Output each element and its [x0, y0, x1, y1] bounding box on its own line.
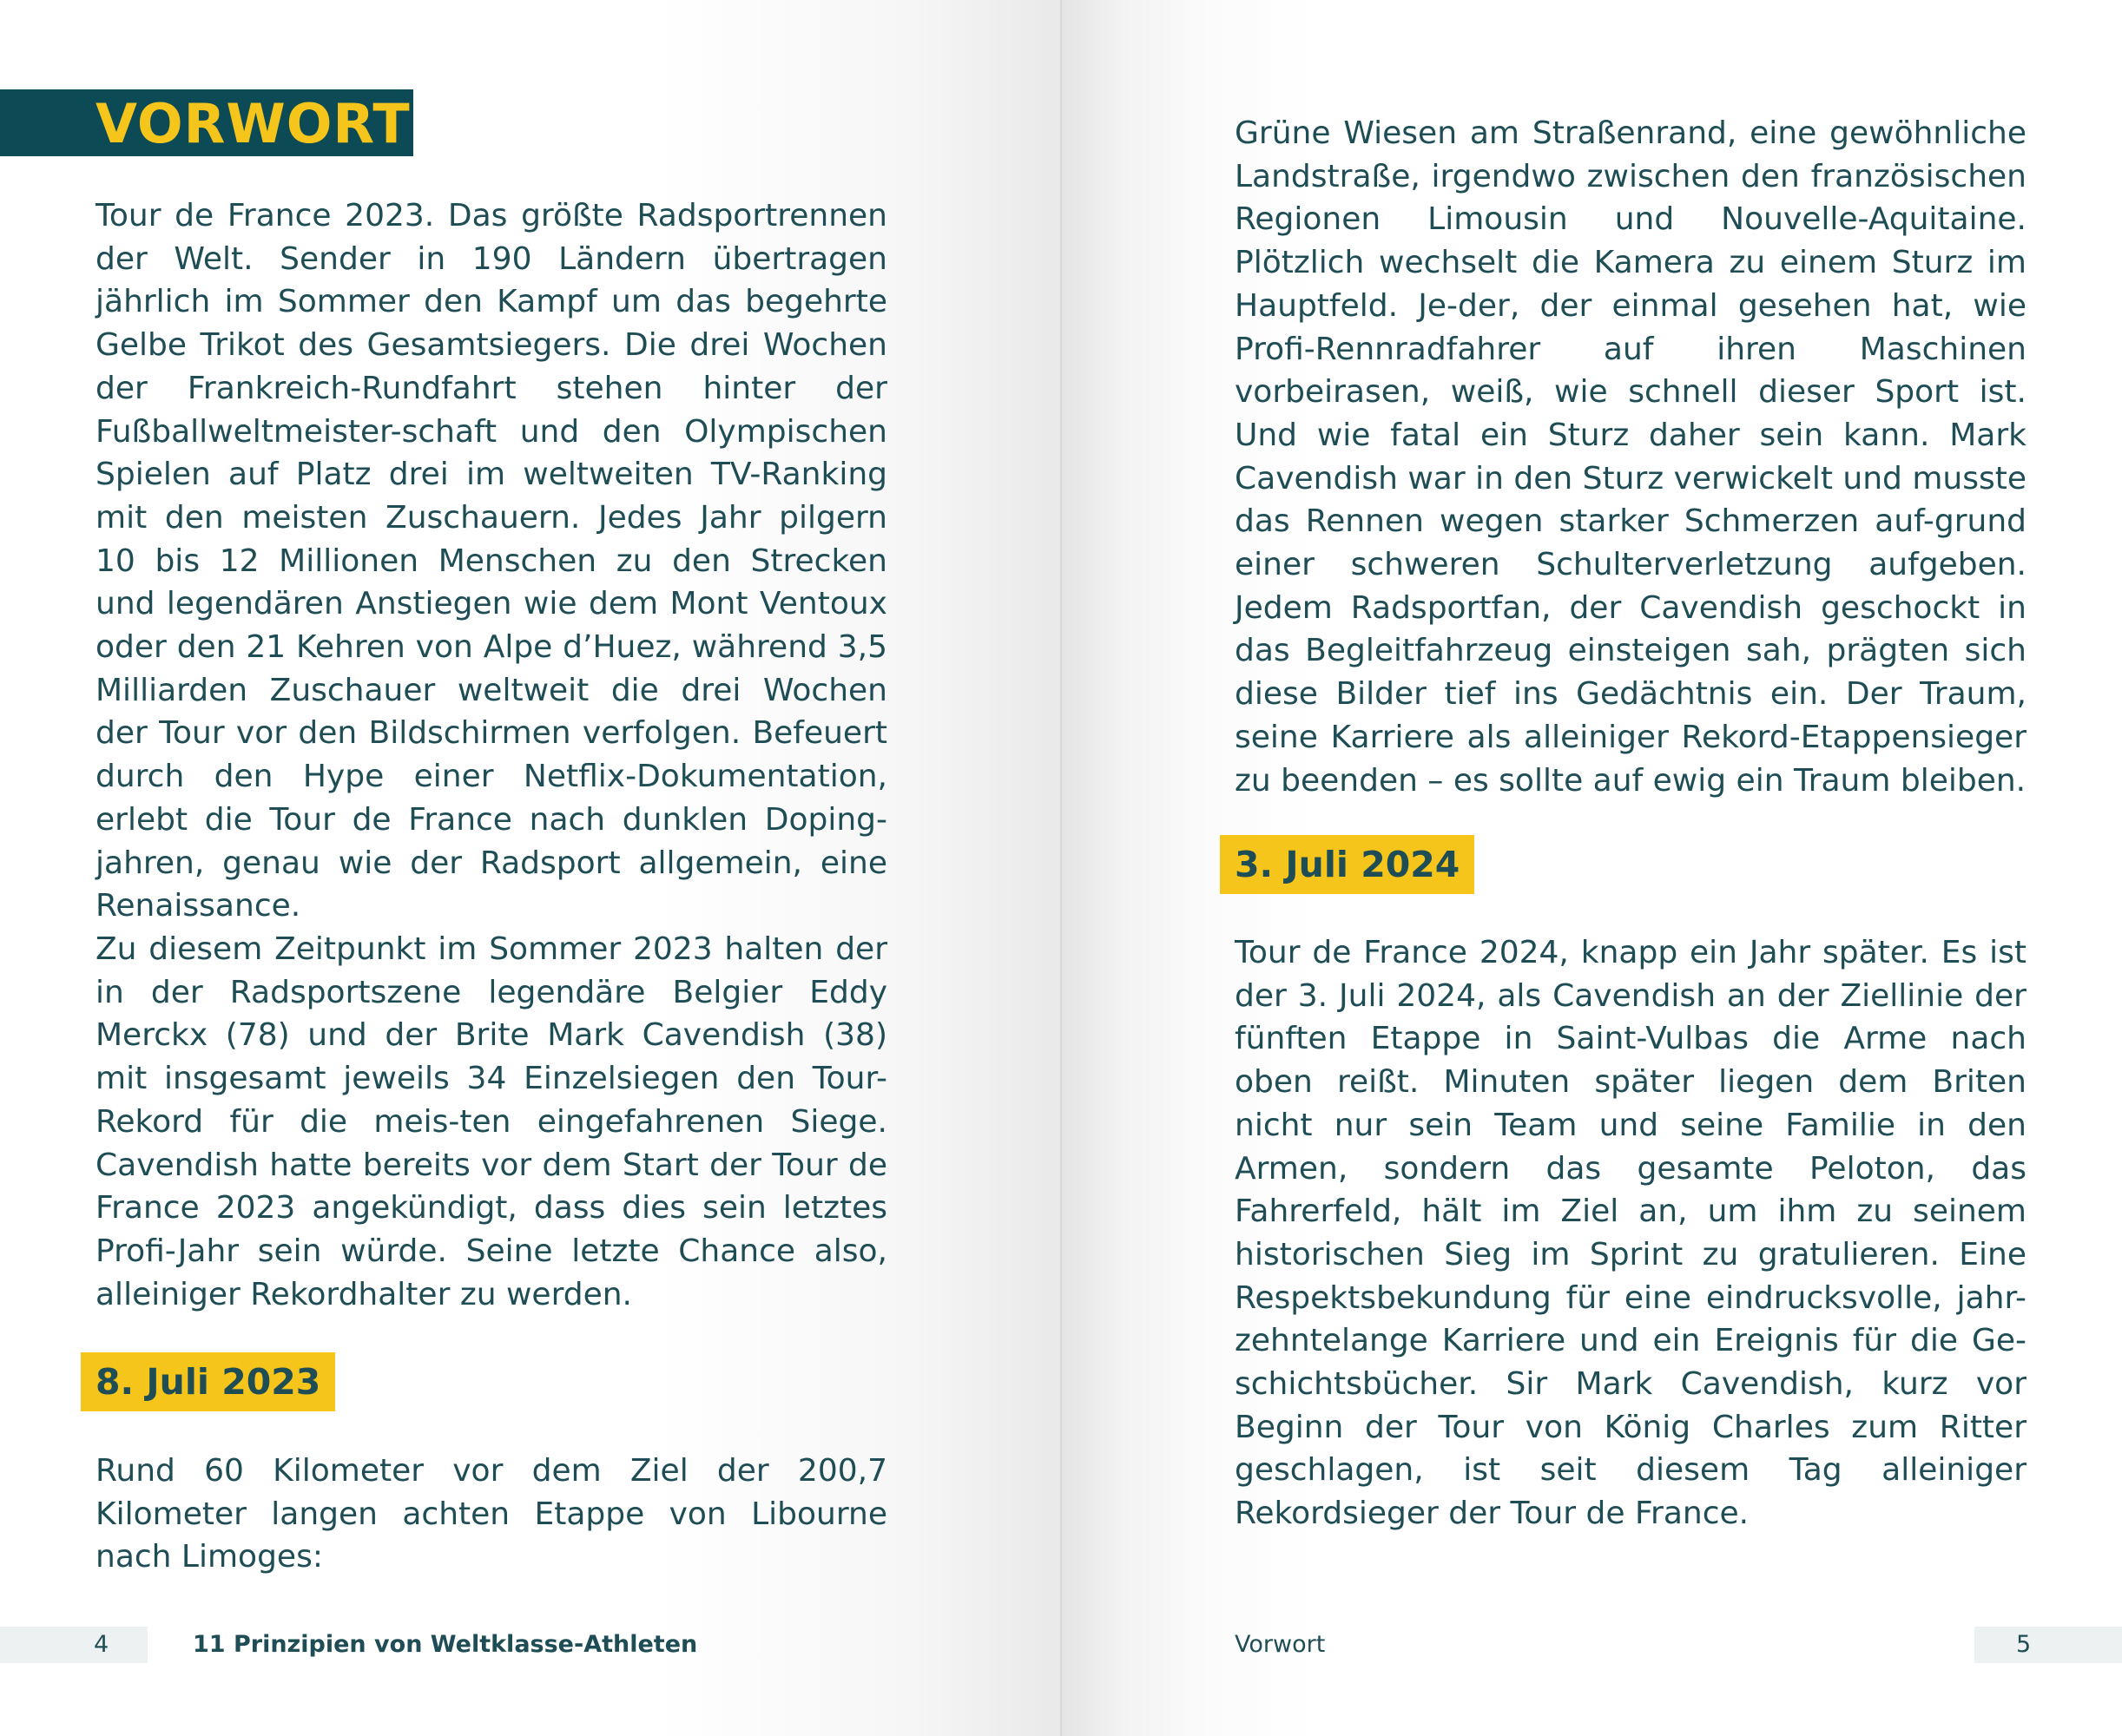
page-number-right: 5 [2016, 1631, 2032, 1658]
stage-paragraph: Rund 60 Kilometer vor dem Ziel der 200,7 Kilometer langen achten Etappe von Libourne nach Limoges: [96, 1453, 887, 1575]
page-number-left: 4 [94, 1631, 109, 1658]
crash-paragraph: Grüne Wiesen am Straßenrand, eine gewöhnliche Landstraße, irgendwo zwischen den französischen Regionen Limousin und Nouvelle-Aquitaine. Plötzlich wechselt die Kamera zu einem Sturz im Hauptfeld. Je-der, der einmal gesehen hat, wie Profi-Rennradfahrer auf ihren Maschinen vorbeirasen, weiß, wie schnell dieser Sport ist. Und wie fatal ein Sturz daher sein kann. Mark Cavendish war in den Sturz verwickelt und musste das Rennen wegen starker Schmerzen auf-grund einer schweren Schulterverletzung aufgeben. Jedem Radsportfan, der Cavendish geschockt in das Begleitfahrzeug einsteigen sah, prägten sich diese Bilder tief ins Gedächtnis ein. Der Traum, seine Karriere als alleiniger Rekord-Etappensieger zu beenden – es sollte auf ewig ein Traum bleiben. [1235, 115, 2026, 799]
page-number-box-right [1974, 1627, 2122, 1663]
page-number-box-left [0, 1627, 148, 1663]
record-paragraph: Zu diesem Zeitpunkt im Sommer 2023 halten der in der Radsportszene legendäre Belgier Eddy Merckx (78) und der Brite Mark Cavendish (38) mit insgesamt jeweils 34 Einzelsiegen den Tour-Rekord für die meis-ten eingefahrenen Siege. Cavendish hatte bereits vor dem Start der Tour de France 2023 angekündigt, dass dies sein letztes Profi-Jahr sein würde. Seine letzte Chance also, alleiniger Rekordhalter zu werden. [96, 931, 887, 1312]
intro-paragraph: Tour de France 2023. Das größte Radsportrennen der Welt. Sender in 190 Ländern übertragen jährlich im Sommer den Kampf um das begehrte Gelbe Trikot des Gesamtsiegers. Die drei Wochen der Frankreich-Rundfahrt stehen hinter der Fußballweltmeister-schaft und den Olympischen Spielen auf Platz drei im weltweiten TV-Ranking mit den meisten Zuschauern. Jedes Jahr pilgern 10 bis 12 Millionen Menschen zu den Strecken und legendären Anstiegen wie dem Mont Ventoux oder den 21 Kehren von Alpe d’Huez, während 3,5 Milliarden Zuschauer weltweit die drei Wochen der Tour vor den Bildschirmen verfolgen. Befeuert durch den Hype einer Netflix-Dokumentation, erlebt die Tour de France nach dunklen Doping-jahren, genau wie der Radsport allgemein, eine Renaissance. [96, 198, 887, 924]
victory-paragraph: Tour de France 2024, knapp ein Jahr später. Es ist der 3. Juli 2024, als Cavendish an der Ziellinie der fünften Etappe in Saint-Vulbas die Arme nach oben reißt. Minuten später liegen dem Briten nicht nur sein Team und seine Familie in den Armen, sondern das gesamte Peloton, das Fahrerfeld, hält im Ziel an, um ihm zu seinem historischen Sieg im Sprint zu gratulieren. Eine Respektsbekundung für eine eindrucksvolle, jahr-zehntelange Karriere und ein Ereignis für die Ge-schichtsbücher. Sir Mark Cavendish, kurz vor Beginn der Tour von König Charles zum Ritter geschlagen, ist seit diesem Tag alleiniger Rekordsieger der Tour de France. [1235, 935, 2026, 1532]
gutter [1060, 0, 1062, 1736]
chapter-title: VORWORT [96, 92, 411, 155]
date-heading-2023: 8. Juli 2023 [81, 1352, 335, 1411]
running-title-right: Vorwort [1235, 1631, 1326, 1658]
running-title-left: 11 Prinzipien von Weltklasse-Athleten [193, 1631, 698, 1658]
date-heading-2024: 3. Juli 2024 [1220, 835, 1474, 894]
